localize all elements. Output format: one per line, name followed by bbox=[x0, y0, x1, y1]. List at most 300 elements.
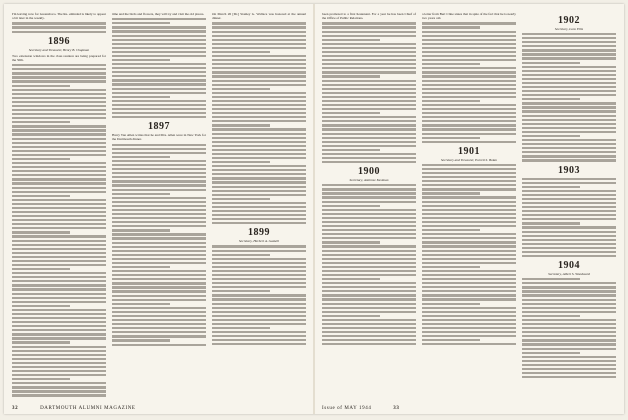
text-line bbox=[112, 71, 206, 73]
text-line bbox=[422, 335, 516, 337]
text-line bbox=[12, 150, 106, 152]
text-line bbox=[212, 222, 306, 224]
text-line bbox=[212, 194, 306, 196]
text-line bbox=[112, 55, 206, 57]
text-line bbox=[422, 168, 516, 170]
text-line bbox=[212, 210, 306, 212]
text-line bbox=[12, 248, 106, 250]
text-line bbox=[12, 309, 106, 311]
left-column-3 bbox=[212, 12, 306, 398]
text-line bbox=[522, 372, 616, 374]
text-line bbox=[12, 374, 106, 376]
text-line bbox=[322, 343, 416, 345]
text-line bbox=[12, 252, 106, 254]
text-line bbox=[212, 137, 306, 139]
text-line bbox=[422, 104, 516, 106]
text-line bbox=[422, 184, 516, 186]
text-line bbox=[112, 233, 206, 235]
column-text: a letter from Bert Cline states that in spite of the fact that he is nearly two years old. bbox=[422, 12, 516, 21]
text-line bbox=[212, 96, 306, 98]
text-line bbox=[212, 290, 270, 292]
text-line bbox=[422, 303, 480, 305]
text-line bbox=[322, 229, 416, 231]
text-line bbox=[12, 256, 106, 258]
text-line bbox=[422, 55, 516, 57]
text-line bbox=[212, 26, 306, 28]
text-line bbox=[12, 203, 106, 205]
text-line bbox=[212, 31, 306, 33]
text-line bbox=[322, 221, 416, 223]
text-line bbox=[112, 67, 206, 69]
text-line bbox=[522, 127, 616, 129]
text-line bbox=[212, 108, 306, 110]
text-line bbox=[212, 100, 306, 102]
text-line bbox=[522, 62, 580, 64]
text-line bbox=[112, 176, 206, 178]
text-line bbox=[212, 250, 306, 252]
text-line bbox=[322, 209, 416, 211]
text-line bbox=[422, 311, 516, 313]
text-line bbox=[422, 80, 516, 82]
class-secretary: Secretary, Albert S. Woodward bbox=[548, 272, 590, 277]
text-line bbox=[322, 294, 416, 296]
text-line bbox=[522, 319, 616, 321]
text-line bbox=[522, 198, 616, 200]
text-line bbox=[12, 227, 106, 229]
text-line bbox=[212, 80, 306, 82]
text-line bbox=[212, 198, 270, 200]
text-line bbox=[12, 317, 106, 319]
text-line bbox=[422, 237, 516, 239]
text-line bbox=[12, 325, 106, 327]
text-line bbox=[322, 51, 416, 53]
text-line bbox=[522, 110, 616, 112]
text-line bbox=[212, 39, 306, 41]
text-line bbox=[12, 297, 106, 299]
text-line bbox=[112, 180, 206, 182]
column-text: Two extension windows in the class reunion are being prepared for the 50th. bbox=[12, 53, 106, 62]
text-line bbox=[322, 213, 416, 215]
text-line bbox=[112, 112, 206, 114]
text-line bbox=[522, 82, 616, 84]
text-line bbox=[12, 207, 106, 209]
text-line bbox=[112, 43, 206, 45]
class-secretary: Secretary, Leon Ellis bbox=[554, 27, 584, 31]
text-line bbox=[422, 245, 516, 247]
text-line bbox=[322, 75, 380, 77]
text-line bbox=[212, 22, 306, 24]
left-column-2 bbox=[112, 12, 206, 398]
text-line bbox=[522, 147, 616, 149]
text-line bbox=[422, 323, 516, 325]
text-line bbox=[422, 221, 516, 223]
text-line bbox=[322, 31, 416, 33]
text-line bbox=[322, 205, 380, 207]
class-year-heading: 1900 bbox=[358, 166, 380, 178]
text-line bbox=[422, 205, 516, 207]
text-line bbox=[322, 116, 416, 118]
text-line bbox=[112, 92, 206, 94]
text-line bbox=[12, 268, 70, 270]
text-line bbox=[12, 113, 106, 115]
text-line bbox=[212, 88, 270, 90]
text-line bbox=[12, 109, 106, 111]
text-line bbox=[422, 298, 516, 300]
text-line bbox=[212, 63, 306, 65]
right-page-footer bbox=[322, 406, 419, 411]
text-line bbox=[322, 286, 416, 288]
text-line bbox=[212, 245, 306, 247]
text-line bbox=[12, 101, 106, 103]
text-line bbox=[422, 133, 516, 135]
text-line bbox=[12, 260, 106, 262]
text-line bbox=[212, 254, 270, 256]
text-line bbox=[212, 120, 306, 122]
text-line bbox=[212, 161, 270, 163]
text-line bbox=[322, 339, 416, 341]
text-line bbox=[112, 152, 206, 154]
text-line bbox=[112, 331, 206, 333]
text-line bbox=[12, 280, 106, 282]
column-text: I'm leaving now for Greensboro. The Re- eminded is likely to appear a bit later in the weekly. bbox=[12, 12, 106, 21]
text-line bbox=[12, 264, 106, 266]
text-line bbox=[12, 105, 106, 107]
text-line bbox=[322, 241, 380, 243]
page-number: 32 bbox=[12, 406, 19, 411]
text-line bbox=[112, 100, 206, 102]
text-line bbox=[12, 333, 106, 335]
text-line bbox=[422, 176, 516, 178]
text-line bbox=[12, 129, 106, 131]
text-line bbox=[212, 128, 306, 130]
text-line bbox=[12, 93, 106, 95]
text-line bbox=[112, 242, 206, 244]
text-line bbox=[422, 209, 516, 211]
right-column-3 bbox=[522, 12, 616, 398]
text-line bbox=[422, 241, 516, 243]
text-line bbox=[112, 339, 170, 341]
text-line bbox=[522, 202, 616, 204]
text-line bbox=[322, 274, 416, 276]
text-line bbox=[112, 327, 206, 329]
text-line bbox=[112, 282, 206, 284]
text-line bbox=[322, 80, 416, 82]
text-line bbox=[112, 229, 170, 231]
text-line bbox=[322, 92, 416, 94]
text-line bbox=[212, 47, 306, 49]
text-line bbox=[112, 30, 206, 32]
text-line bbox=[422, 22, 516, 24]
text-line bbox=[322, 43, 416, 45]
text-line bbox=[422, 262, 516, 264]
text-line bbox=[522, 231, 616, 233]
text-line bbox=[212, 141, 306, 143]
text-line bbox=[212, 190, 306, 192]
text-line bbox=[422, 96, 516, 98]
text-line bbox=[112, 156, 170, 158]
text-line bbox=[12, 219, 106, 221]
text-line bbox=[212, 298, 306, 300]
text-line bbox=[212, 335, 306, 337]
text-line bbox=[112, 258, 206, 260]
text-line bbox=[212, 339, 306, 341]
text-line bbox=[112, 83, 206, 85]
text-line bbox=[212, 258, 306, 260]
text-line bbox=[112, 51, 206, 53]
text-line bbox=[422, 26, 480, 28]
text-line bbox=[12, 305, 70, 307]
text-line bbox=[212, 71, 306, 73]
text-line bbox=[12, 329, 106, 331]
text-line bbox=[422, 266, 480, 268]
text-line bbox=[422, 164, 516, 166]
issue-title: Issue of MAY 1944 bbox=[322, 406, 372, 411]
text-line bbox=[322, 319, 416, 321]
text-line bbox=[12, 370, 106, 372]
text-line bbox=[322, 335, 416, 337]
text-line bbox=[212, 116, 306, 118]
text-line bbox=[422, 59, 516, 61]
text-line bbox=[212, 165, 306, 167]
text-line bbox=[422, 180, 516, 182]
text-line bbox=[12, 191, 106, 193]
text-line bbox=[322, 303, 416, 305]
class-year-heading: 1899 bbox=[248, 227, 270, 239]
text-line bbox=[522, 78, 616, 80]
text-line bbox=[522, 106, 616, 108]
text-line bbox=[422, 112, 516, 114]
text-line bbox=[422, 274, 516, 276]
text-line bbox=[12, 174, 106, 176]
text-line bbox=[12, 341, 70, 343]
text-line bbox=[212, 157, 306, 159]
text-line bbox=[12, 195, 70, 197]
text-line bbox=[522, 49, 616, 51]
text-line bbox=[212, 35, 306, 37]
text-line bbox=[212, 104, 306, 106]
text-line bbox=[112, 246, 206, 248]
text-line bbox=[522, 182, 616, 184]
text-line bbox=[522, 311, 616, 313]
text-line bbox=[112, 63, 206, 65]
text-line bbox=[522, 131, 616, 133]
text-line bbox=[12, 187, 106, 189]
text-line bbox=[322, 22, 416, 24]
text-line bbox=[322, 59, 416, 61]
text-line bbox=[322, 120, 416, 122]
text-line bbox=[12, 121, 70, 123]
text-line bbox=[212, 286, 306, 288]
text-line bbox=[112, 221, 206, 223]
text-line bbox=[112, 335, 206, 337]
text-line bbox=[112, 193, 170, 195]
text-line bbox=[112, 39, 206, 41]
class-secretary: Secretary, Ambrose Eastman bbox=[349, 178, 389, 183]
text-line bbox=[212, 67, 306, 69]
text-line bbox=[12, 394, 106, 396]
text-line bbox=[112, 209, 206, 211]
text-line bbox=[422, 294, 516, 296]
text-line bbox=[322, 112, 380, 114]
text-line bbox=[112, 205, 206, 207]
text-line bbox=[522, 123, 616, 125]
text-line bbox=[522, 247, 616, 249]
text-line bbox=[322, 201, 416, 203]
text-line bbox=[322, 307, 416, 309]
text-line bbox=[422, 88, 516, 90]
column-text: On March 26 [Dr.] Stanley G. Wallace was honored at the annual dinner. bbox=[212, 12, 306, 21]
text-line bbox=[422, 137, 480, 139]
text-line bbox=[212, 124, 270, 126]
text-line bbox=[212, 331, 306, 333]
magazine-title: DARTMOUTH ALUMNI MAGAZINE bbox=[40, 406, 136, 411]
text-line bbox=[522, 190, 616, 192]
text-line bbox=[112, 108, 206, 110]
text-line bbox=[212, 307, 306, 309]
text-line bbox=[322, 96, 416, 98]
text-line bbox=[522, 66, 616, 68]
text-line bbox=[212, 270, 306, 272]
text-line bbox=[422, 290, 516, 292]
text-line bbox=[522, 255, 616, 257]
text-line bbox=[522, 327, 616, 329]
text-line bbox=[212, 266, 306, 268]
text-line bbox=[422, 188, 516, 190]
text-line bbox=[112, 172, 206, 174]
text-line bbox=[522, 143, 616, 145]
text-line bbox=[212, 319, 306, 321]
class-year-heading: 1901 bbox=[458, 145, 480, 157]
text-line bbox=[322, 55, 416, 57]
text-line bbox=[422, 286, 516, 288]
text-line bbox=[422, 35, 516, 37]
text-line bbox=[322, 250, 416, 252]
text-line bbox=[212, 282, 306, 284]
text-line bbox=[522, 294, 616, 296]
text-line bbox=[12, 382, 106, 384]
text-line bbox=[212, 55, 306, 57]
text-line bbox=[12, 337, 106, 339]
text-line bbox=[322, 258, 416, 260]
text-line bbox=[422, 47, 516, 49]
class-year-heading: 1897 bbox=[148, 121, 170, 133]
text-line bbox=[522, 139, 616, 141]
text-line bbox=[212, 343, 306, 345]
text-line bbox=[112, 299, 206, 301]
text-line bbox=[112, 59, 170, 61]
text-line bbox=[212, 169, 306, 171]
text-line bbox=[422, 307, 516, 309]
text-line bbox=[12, 133, 106, 135]
text-line bbox=[212, 202, 306, 204]
text-line bbox=[322, 63, 416, 65]
class-secretary: Secretary, Herbert A. Gaskell bbox=[238, 239, 280, 244]
text-line bbox=[322, 225, 416, 227]
text-line bbox=[12, 378, 70, 380]
text-line bbox=[212, 311, 306, 313]
text-line bbox=[522, 86, 616, 88]
text-line bbox=[422, 31, 516, 33]
text-line bbox=[422, 128, 516, 130]
magazine-spread bbox=[4, 4, 624, 414]
text-line bbox=[522, 239, 616, 241]
text-line bbox=[212, 173, 306, 175]
text-line bbox=[522, 343, 616, 345]
text-line bbox=[212, 92, 306, 94]
text-line bbox=[112, 88, 206, 90]
text-line bbox=[522, 33, 616, 35]
text-line bbox=[422, 331, 516, 333]
text-line bbox=[522, 243, 616, 245]
text-line bbox=[522, 155, 616, 157]
text-line bbox=[322, 141, 416, 143]
text-line bbox=[112, 237, 206, 239]
text-line bbox=[112, 278, 206, 280]
text-line bbox=[522, 339, 616, 341]
text-line bbox=[12, 288, 106, 290]
column-text: time and the birds and flowers, they will try and visit the old places. bbox=[112, 12, 205, 16]
text-line bbox=[112, 262, 206, 264]
text-line bbox=[12, 293, 106, 295]
text-line bbox=[112, 344, 206, 346]
text-line bbox=[212, 278, 306, 280]
text-line bbox=[422, 278, 516, 280]
text-line bbox=[212, 133, 306, 135]
text-line bbox=[522, 214, 616, 216]
text-line bbox=[422, 39, 516, 41]
text-line bbox=[322, 282, 416, 284]
right-column-1 bbox=[322, 12, 416, 398]
text-line bbox=[112, 35, 206, 37]
text-line bbox=[12, 199, 106, 201]
text-line bbox=[112, 164, 206, 166]
text-line bbox=[522, 210, 616, 212]
class-year-heading: 1903 bbox=[558, 164, 580, 176]
column-text: Harry Van Allen writes that he and Mrs. Allen were in New York for the Dartmouth dinner. bbox=[112, 133, 206, 142]
text-line bbox=[12, 64, 106, 66]
text-line bbox=[522, 151, 616, 153]
text-line bbox=[12, 182, 106, 184]
text-line bbox=[422, 327, 516, 329]
text-line bbox=[322, 217, 416, 219]
text-line bbox=[522, 98, 580, 100]
text-line bbox=[522, 45, 616, 47]
text-line bbox=[12, 244, 106, 246]
text-line bbox=[212, 51, 270, 53]
text-line bbox=[212, 323, 306, 325]
text-line bbox=[522, 352, 580, 354]
text-line bbox=[422, 282, 516, 284]
left-page-footer bbox=[12, 406, 156, 411]
text-line bbox=[522, 286, 616, 288]
text-line bbox=[12, 313, 106, 315]
text-line bbox=[522, 360, 616, 362]
text-line bbox=[322, 331, 416, 333]
text-line bbox=[322, 196, 416, 198]
text-line bbox=[322, 161, 416, 163]
text-line bbox=[322, 100, 416, 102]
text-line bbox=[112, 250, 206, 252]
text-line bbox=[322, 124, 416, 126]
text-line bbox=[422, 141, 516, 143]
text-line bbox=[112, 197, 206, 199]
text-line bbox=[112, 104, 206, 106]
text-line bbox=[12, 240, 106, 242]
page-gutter bbox=[313, 4, 315, 414]
text-line bbox=[422, 229, 480, 231]
text-line bbox=[522, 299, 616, 301]
text-line bbox=[12, 138, 106, 140]
